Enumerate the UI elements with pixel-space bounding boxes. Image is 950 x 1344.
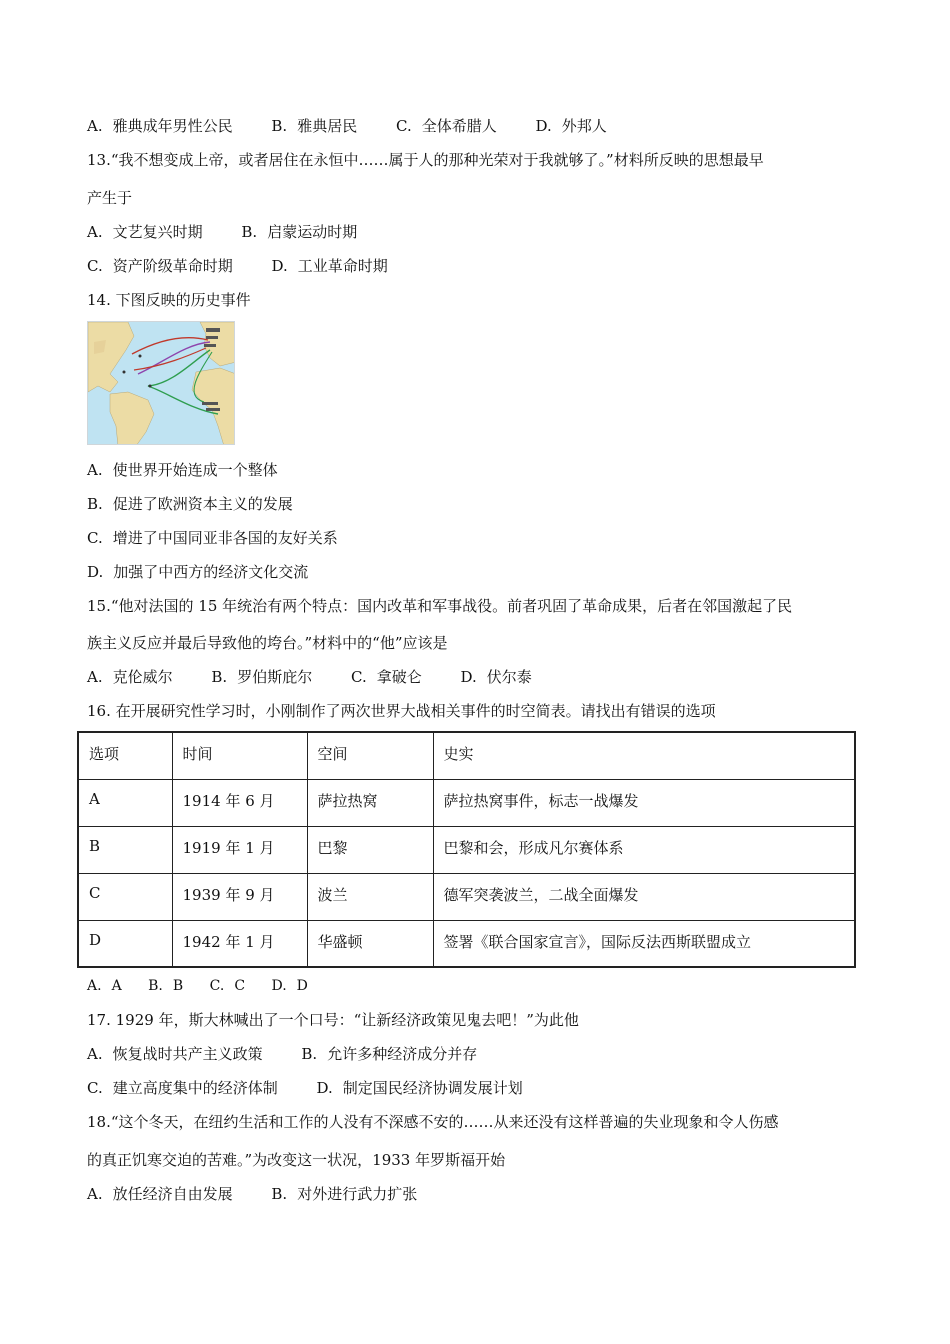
q18-option-b[interactable]: B. 对外进行武力扩张	[271, 1185, 418, 1203]
q17-option-b[interactable]: B. 允许多种经济成分并存	[301, 1045, 478, 1063]
q16-option-c[interactable]: C. C	[209, 978, 246, 994]
q14-option-a[interactable]: A. 使世界开始连成一个整体	[87, 461, 278, 479]
table-cell: 1919 年 1 月	[172, 826, 307, 873]
table-row	[78, 873, 855, 920]
q13-options-row2	[87, 256, 422, 276]
map-label-marker-5	[206, 408, 220, 411]
table-cell: A	[78, 779, 172, 826]
q18-option-a[interactable]: A. 放任经济自由发展	[87, 1185, 233, 1203]
q12-option-d[interactable]: D. 外邦人	[535, 117, 607, 135]
table-cell: 德军突袭波兰，二战全面爆发	[433, 873, 855, 920]
q14-option-d[interactable]: D. 加强了中西方的经济文化交流	[87, 563, 309, 581]
map-point-3	[149, 385, 152, 388]
q16-option-a[interactable]: A. A	[87, 978, 122, 994]
table-cell: 萨拉热窝	[307, 779, 433, 826]
q15-stem-line2: 族主义反应并最后导致他的垮台。”材料中的“他”应该是	[87, 634, 448, 652]
q12-option-a[interactable]: A. 雅典成年男性公民	[87, 117, 233, 135]
q17-options-row1	[87, 1044, 511, 1064]
q15-option-a[interactable]: A. 克伦威尔	[87, 668, 173, 686]
q14-option-b[interactable]: B. 促进了欧洲资本主义的发展	[87, 495, 293, 513]
map-label-marker-4	[202, 402, 218, 405]
q15-option-b[interactable]: B. 罗伯斯庇尔	[211, 668, 313, 686]
q12-options	[87, 116, 641, 136]
q15-option-d[interactable]: D. 伏尔泰	[460, 668, 532, 686]
q13-option-b[interactable]: B. 启蒙运动时期	[241, 223, 358, 241]
q12-option-c[interactable]: C. 全体希腊人	[396, 117, 497, 135]
table-cell: 萨拉热窝事件，标志一战爆发	[433, 779, 855, 826]
voyage-route-map	[87, 321, 235, 445]
table-row	[78, 779, 855, 826]
map-point-1	[139, 355, 142, 358]
q13-option-a[interactable]: A. 文艺复兴时期	[87, 223, 203, 241]
q14-stem: 14. 下图反映的历史事件	[87, 291, 251, 309]
table-cell: B	[78, 826, 172, 873]
q17-options-row2	[87, 1078, 557, 1098]
q16-table	[77, 731, 856, 968]
q18-stem-line2: 的真正饥寒交迫的苦难。”为改变这一状况，1933 年罗斯福开始	[87, 1151, 506, 1169]
table-cell: C	[78, 873, 172, 920]
q17-stem: 17. 1929 年，斯大林喊出了一个口号：“让新经济政策见鬼去吧！”为此他	[87, 1011, 579, 1029]
table-header-cell: 空间	[307, 732, 433, 779]
table-header-cell: 时间	[172, 732, 307, 779]
q17-option-a[interactable]: A. 恢复战时共产主义政策	[87, 1045, 263, 1063]
table-row	[78, 826, 855, 873]
q15-options	[87, 667, 566, 687]
map-point-2	[123, 371, 126, 374]
map-label-marker-1	[206, 328, 220, 332]
q14-option-c[interactable]: C. 增进了中国同亚非各国的友好关系	[87, 529, 338, 547]
map-label-marker-2	[206, 336, 218, 339]
q16-option-b[interactable]: B. B	[148, 978, 184, 994]
q16-stem: 16. 在开展研究性学习时，小刚制作了两次世界大战相关事件的时空简表。请找出有错误的选项	[87, 702, 716, 720]
table-cell: 1914 年 6 月	[172, 779, 307, 826]
q12-option-b[interactable]: B. 雅典居民	[271, 117, 358, 135]
q13-options-row1	[87, 222, 391, 242]
table-header-row	[78, 732, 855, 779]
q13-stem-line2: 产生于	[87, 189, 133, 207]
table-cell: 巴黎和会，形成凡尔赛体系	[433, 826, 855, 873]
q18-options-row1	[87, 1184, 451, 1204]
q16-option-d[interactable]: D. D	[271, 978, 308, 994]
table-cell: D	[78, 920, 172, 967]
table-header-cell: 选项	[78, 732, 172, 779]
table-cell: 波兰	[307, 873, 433, 920]
table-cell: 巴黎	[307, 826, 433, 873]
voyage-route-map-svg	[88, 322, 235, 445]
table-row	[78, 920, 855, 967]
table-header-cell: 史实	[433, 732, 855, 779]
q17-option-c[interactable]: C. 建立高度集中的经济体制	[87, 1079, 278, 1097]
q17-option-d[interactable]: D. 制定国民经济协调发展计划	[316, 1079, 523, 1097]
table-cell: 华盛顿	[307, 920, 433, 967]
q18-stem-line1: 18.“这个冬天，在纽约生活和工作的人没有不深感不安的……从来还没有这样普遍的失业现象和令人伤感	[87, 1113, 779, 1131]
q13-option-c[interactable]: C. 资产阶级革命时期	[87, 257, 233, 275]
table-cell: 签署《联合国家宣言》，国际反法西斯联盟成立	[433, 920, 855, 967]
q15-stem-line1: 15.“他对法国的 15 年统治有两个特点：国内改革和军事战役。前者巩固了革命成果，后者在邻国激起了民	[87, 597, 793, 615]
q13-option-d[interactable]: D. 工业革命时期	[271, 257, 388, 275]
q16-options	[87, 976, 330, 996]
q15-option-c[interactable]: C. 拿破仑	[351, 668, 422, 686]
table-cell: 1942 年 1 月	[172, 920, 307, 967]
q13-stem-line1: 13.“我不想变成上帝，或者居住在永恒中……属于人的那种光荣对于我就够了。”材料所反映的思想最早	[87, 151, 764, 169]
table-cell: 1939 年 9 月	[172, 873, 307, 920]
map-label-marker-3	[204, 344, 216, 347]
